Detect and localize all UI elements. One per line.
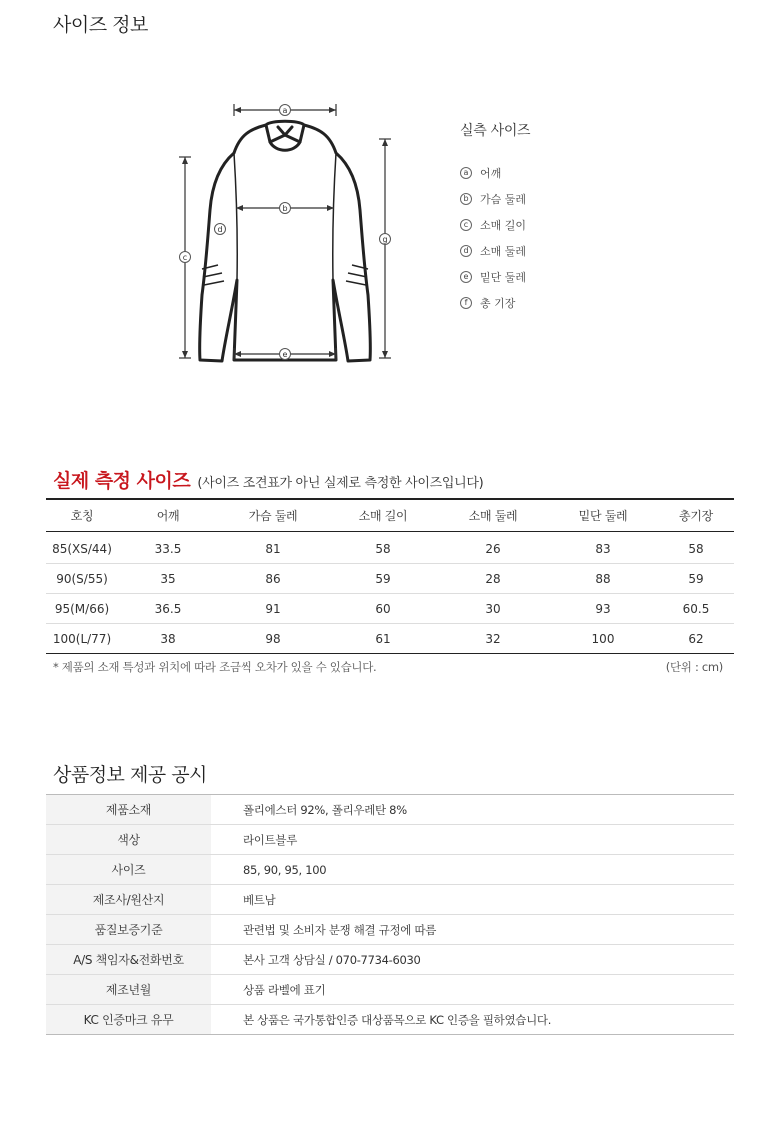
- mark-a: a: [282, 106, 288, 115]
- notice-table: [46, 794, 734, 1035]
- legend-mark: c: [460, 219, 472, 231]
- table-cell: 38: [118, 624, 218, 654]
- table-row: [46, 594, 734, 624]
- table-cell: 35: [118, 564, 218, 594]
- table-cell: 58: [328, 532, 438, 564]
- header-cell: 어깨: [118, 499, 218, 532]
- notice-value: 관련법 및 소비자 분쟁 해결 규정에 따름: [211, 915, 734, 945]
- measurement-note: * 제품의 소재 특성과 위치에 따라 조금씩 오차가 있을 수 있습니다.: [53, 660, 377, 674]
- table-cell: 88: [548, 564, 658, 594]
- legend-label: 소매 둘레: [480, 245, 527, 258]
- notice-value: 본 상품은 국가통합인증 대상품목으로 KC 인증을 필하였습니다.: [211, 1005, 734, 1035]
- legend-item: [460, 290, 530, 316]
- table-cell: 59: [328, 564, 438, 594]
- size-table-header: [46, 499, 734, 532]
- notice-label: 색상: [46, 825, 211, 855]
- measurement-heading: [53, 466, 483, 493]
- table-cell: 81: [218, 532, 328, 564]
- table-cell: 36.5: [118, 594, 218, 624]
- size-table: [46, 498, 734, 654]
- legend-label: 밑단 둘레: [480, 271, 527, 284]
- legend-label: 어깨: [480, 167, 502, 180]
- table-row: [46, 532, 734, 564]
- legend-label: 가슴 둘레: [480, 193, 527, 206]
- legend-title: 실측 사이즈: [460, 123, 531, 139]
- legend-item: [460, 212, 530, 238]
- table-cell: 95(M/66): [46, 594, 118, 624]
- header-cell: 가슴 둘레: [218, 499, 328, 532]
- legend-item: [460, 160, 530, 186]
- mark-d: d: [217, 225, 223, 234]
- legend-item: [460, 186, 530, 212]
- notice-row: [46, 855, 734, 885]
- notice-value: 본사 고객 상담실 / 070-7734-6030: [211, 945, 734, 975]
- table-row: [46, 564, 734, 594]
- header-cell: 소매 둘레: [438, 499, 548, 532]
- header-cell: 밑단 둘레: [548, 499, 658, 532]
- legend-label: 총 기장: [480, 297, 516, 310]
- notice-row: [46, 945, 734, 975]
- notice-value: 라이트블루: [211, 825, 734, 855]
- notice-value: 상품 라벨에 표기: [211, 975, 734, 1005]
- table-cell: 26: [438, 532, 548, 564]
- table-row: [46, 624, 734, 654]
- table-cell: 83: [548, 532, 658, 564]
- notice-value: 폴리에스터 92%, 폴리우레탄 8%: [211, 795, 734, 825]
- legend-item: [460, 238, 530, 264]
- legend-label: 소매 길이: [480, 219, 527, 232]
- legend-mark: e: [460, 271, 472, 283]
- legend-mark: d: [460, 245, 472, 257]
- table-cell: 100: [548, 624, 658, 654]
- size-info-title: 사이즈 정보: [53, 14, 148, 36]
- legend-item: [460, 264, 530, 290]
- notice-value: 85, 90, 95, 100: [211, 855, 734, 885]
- unit-note: (단위 : cm): [665, 660, 723, 674]
- notice-row: [46, 1005, 734, 1035]
- table-cell: 93: [548, 594, 658, 624]
- table-cell: 86: [218, 564, 328, 594]
- header-cell: 호칭: [46, 499, 118, 532]
- notice-label: 품질보증기준: [46, 915, 211, 945]
- notice-value: 베트남: [211, 885, 734, 915]
- notice-row: [46, 795, 734, 825]
- notice-label: 제조년월: [46, 975, 211, 1005]
- notice-label: KC 인증마크 유무: [46, 1005, 211, 1035]
- table-cell: 28: [438, 564, 548, 594]
- garment-diagram: [170, 95, 410, 370]
- header-cell: 소매 길이: [328, 499, 438, 532]
- notice-row: [46, 825, 734, 855]
- legend-mark: f: [460, 297, 472, 309]
- measurement-subtitle: (사이즈 조견표가 아닌 실제로 측정한 사이즈입니다): [197, 476, 484, 491]
- header-cell: 총기장: [658, 499, 734, 532]
- notice-row: [46, 885, 734, 915]
- table-cell: 30: [438, 594, 548, 624]
- table-cell: 60.5: [658, 594, 734, 624]
- table-cell: 59: [658, 564, 734, 594]
- mark-b: b: [282, 204, 288, 213]
- table-cell: 98: [218, 624, 328, 654]
- notice-row: [46, 915, 734, 945]
- notice-row: [46, 975, 734, 1005]
- mark-e: e: [282, 350, 288, 359]
- notice-label: 제조사/원산지: [46, 885, 211, 915]
- notice-label: 제품소재: [46, 795, 211, 825]
- table-cell: 32: [438, 624, 548, 654]
- table-cell: 60: [328, 594, 438, 624]
- table-cell: 62: [658, 624, 734, 654]
- table-cell: 100(L/77): [46, 624, 118, 654]
- legend-mark: a: [460, 167, 472, 179]
- mark-c: c: [182, 253, 188, 262]
- notice-label: 사이즈: [46, 855, 211, 885]
- notice-label: A/S 책임자&전화번호: [46, 945, 211, 975]
- mark-g: g: [382, 235, 388, 244]
- measurement-title: 실제 측정 사이즈: [53, 470, 191, 492]
- table-cell: 58: [658, 532, 734, 564]
- legend-mark: b: [460, 193, 472, 205]
- table-cell: 85(XS/44): [46, 532, 118, 564]
- size-legend: [460, 120, 530, 316]
- table-cell: 90(S/55): [46, 564, 118, 594]
- table-cell: 61: [328, 624, 438, 654]
- notice-title: 상품정보 제공 공시: [53, 764, 207, 786]
- table-cell: 33.5: [118, 532, 218, 564]
- table-cell: 91: [218, 594, 328, 624]
